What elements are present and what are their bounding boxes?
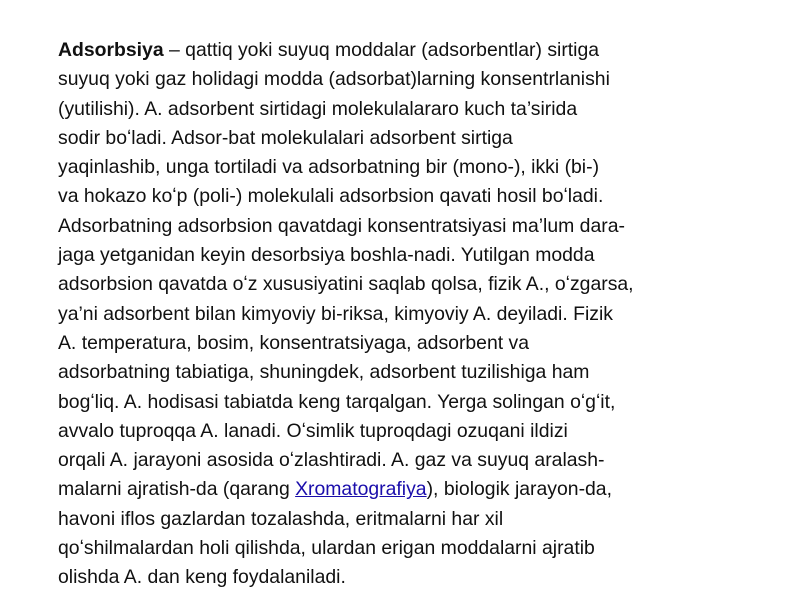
text-segment: malarni ajratish-da (qarang bbox=[58, 478, 296, 501]
text-line: avvalo tuproqqa A. lanadi. Oʻsimlik tuproqdagi ozuqani ildizi bbox=[58, 419, 568, 442]
text-line: Adsorbatning adsorbsion qavatdagi konsentratsiyasi ma’lum dara- bbox=[58, 214, 625, 237]
text-line: bogʻliq. A. hodisasi tabiatda keng tarqalgan. Yerga solingan oʻgʻit, bbox=[58, 390, 616, 413]
text-line: va hokazo koʻp (poli-) molekulali adsorbsion qavati hosil boʻladi. bbox=[58, 185, 604, 208]
text-line: A. temperatura, bosim, konsentratsiyaga, adsorbent va bbox=[58, 331, 530, 354]
text-line: suyuq yoki gaz holidagi modda (adsorbat)larning konsentrlanishi bbox=[58, 68, 610, 91]
text-line: adsorbsion qavatda oʻz xususiyatini saqlab qolsa, fizik A., oʻzgarsa, bbox=[58, 273, 634, 296]
text-line: havoni iflos gazlardan tozalashda, eritmalarni har xil bbox=[58, 507, 504, 530]
xromatografiya-link[interactable]: Xromatografiya bbox=[295, 478, 427, 501]
text-line bbox=[58, 36, 748, 65]
text-line: yaqinlashib, unga tortiladi va adsorbatning bir (mono-), ikki (bi-) bbox=[58, 156, 600, 179]
text-line: ya’ni adsorbent bilan kimyoviy bi-riksa, kimyoviy A. deyiladi. Fizik bbox=[58, 302, 613, 325]
text-segment: ), biologik jarayon-da, bbox=[426, 478, 612, 501]
text-line: orqali A. jarayoni asosida oʻzlashtiradi. A. gaz va suyuq aralash- bbox=[58, 449, 605, 472]
text-line: (yutilishi). A. adsorbent sirtidagi molekulalararo kuch ta’sirida bbox=[58, 97, 578, 120]
text-line: jaga yetganidan keyin desorbsiya boshla-nadi. Yutilgan modda bbox=[58, 244, 595, 267]
term-heading: Adsorbsiya bbox=[58, 39, 164, 61]
text-line: adsorbatning tabiatiga, shuningdek, adsorbent tuzilishiga ham bbox=[58, 361, 590, 384]
text-line: olishda A. dan keng foydalaniladi. bbox=[58, 566, 346, 589]
text-line bbox=[58, 475, 748, 504]
article-paragraph bbox=[58, 36, 748, 593]
text-line: sodir boʻladi. Adsor-bat molekulalari adsorbent sirtiga bbox=[58, 126, 513, 149]
text-line: qoʻshilmalardan holi qilishda, ulardan erigan moddalarni ajratib bbox=[58, 537, 595, 560]
text-segment: – qattiq yoki suyuq moddalar (adsorbentlar) sirtiga bbox=[163, 39, 600, 61]
